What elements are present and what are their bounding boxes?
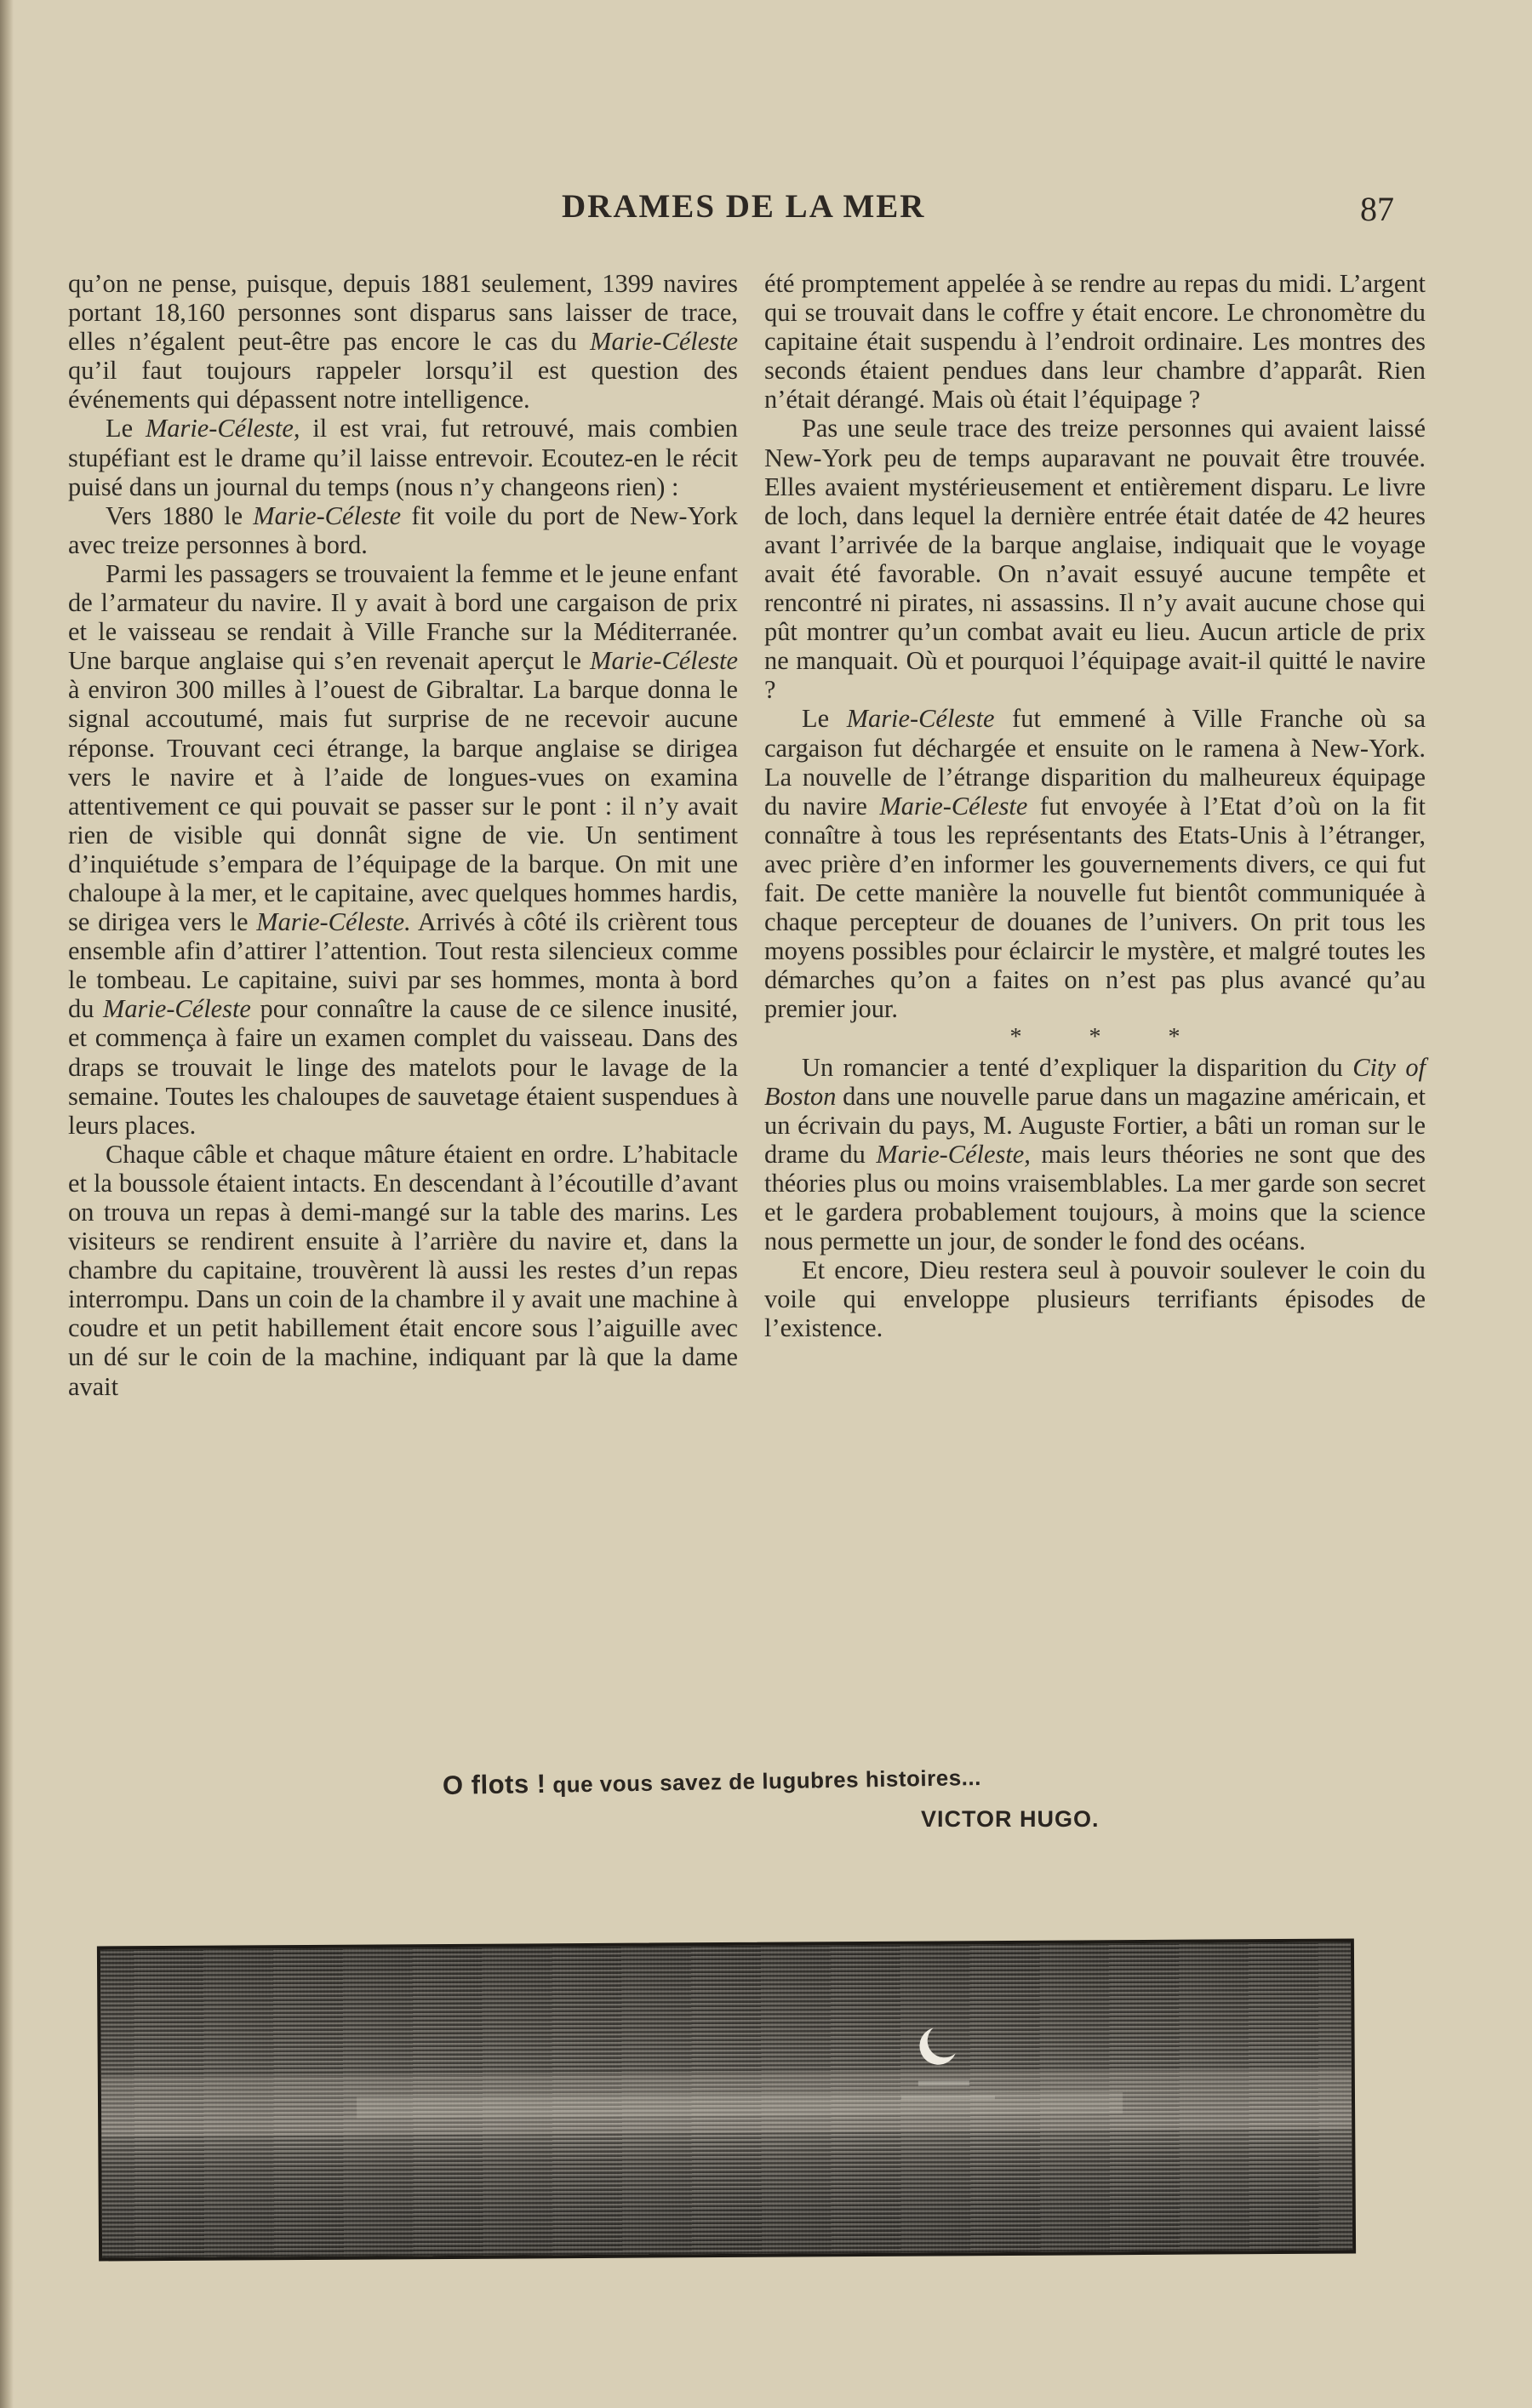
ship-name: Marie-Céleste	[253, 500, 402, 530]
paragraph: Pas une seule trace des treize personnes qui avaient laissé New-York peu de temps auparavant ne pouvait être trouvée. Elles avaient mystérieusement et entièrement disparu. Le livre de loch, dans lequel la dernière entrée était datée de 42 heures avant l’arrivée de la barque anglaise, indiquait que le voyage avait été favorable. On n’avait essuyé aucune tempête et rencontré ni pirates, ni assassins. Il n’y avait aucune chose qui pût montrer qu’un combat avait eu lieu. Aucun article de prix ne manquait. Où et pourquoi l’équipage avait-il quitté le navire ?	[764, 414, 1426, 705]
ship-name: Marie-Céleste	[590, 646, 738, 676]
page-number: 87	[1360, 190, 1394, 228]
epigraph-text: que vous savez de lugubres histoires...	[552, 1764, 982, 1798]
paragraph: Vers 1880 le Marie-Céleste fit voile du port de New-York avec treize personnes à bord.	[68, 500, 738, 559]
paragraph: Chaque câble et chaque mâture étaient en ordre. L’habitacle et la boussole étaient intacts. En descendant à l’écoutille d’avant on trouva un repas à demi-mangé sur la table des marins. Les visiteurs se rendirent ensuite à l’arrière du navire et, dans la chambre du capitaine, trouvèrent là aussi les restes d’un repas interrompu. Dans un coin de la chambre il y avait une machine à coudre et un petit habillement était encore sous l’aiguille avec un dé sur le coin de la machine, indiquant par là que la dame avait	[68, 1139, 738, 1401]
paragraph: Un romancier a tenté d’expliquer la disparition du City of Boston dans une nouvelle parue dans un magazine américain, et un écrivain du pays, M. Auguste Fortier, a bâti un roman sur le drame du Marie-Céleste, mais leurs théories ne sont que des théories plus ou moins vraisemblables. La mer garde son secret et le gardera probablement toujours, à moins que la science nous permette un jour, de sonder le fond des océans.	[764, 1052, 1426, 1256]
ship-name: City of Boston	[764, 1052, 1426, 1111]
paragraph: Le Marie-Céleste fut emmené à Ville Franche où sa cargaison fut déchargée et ensuite on le ramena à New-York. La nouvelle de l’étrange disparition du malheureux équipage du navire Marie-Céleste fut envoyée à l’Etat d’où on la fit connaître à tous les représentants des Etats-Unis à l’étranger, avec prière d’en informer les gouvernements divers, ce qui fut fait. De cette manière la nouvelle fut bientôt communiquée à chaque percepteur de douanes de l’univers. On prit tous les moyens possibles pour éclaircir le mystère, et malgré toutes les démarches qu’on a faites on n’est pas plus avancé qu’au premier jour.	[764, 704, 1426, 1024]
ship-name: Marie-Céleste	[103, 994, 251, 1024]
running-title: DRAMES DE LA MER	[562, 188, 926, 225]
paragraph: Et encore, Dieu restera seul à pouvoir soulever le coin du voile qui enveloppe plusieurs terrifiants épisodes de l’existence.	[764, 1255, 1426, 1343]
ship-name: Marie-Céleste	[879, 791, 1028, 821]
epigraph-author: VICTOR HUGO.	[921, 1806, 1100, 1832]
paragraph: qu’on ne pense, puisque, depuis 1881 seulement, 1399 navires portant 18,160 personnes sont disparus sans laisser de trace, elles n’égalent peut-être pas encore le cas du Marie-Céleste qu’il faut toujours rappeler lorsqu’il est question des événements qui dépassent notre intelligence.	[68, 269, 738, 415]
moon-icon	[100, 1942, 1352, 2258]
paragraph: Le Marie-Céleste, il est vrai, fut retrouvé, mais combien stupéfiant est le drame qu’il laisse entrevoir. Ecoutez-en le récit puisé dans un journal du temps (nous n’y changeons rien) :	[68, 414, 738, 501]
paragraph: Parmi les passagers se trouvaient la femme et le jeune enfant de l’armateur du navire. Il y avait à bord une cargaison de prix et le vaisseau se rendait à Ville Franche sur la Méditerranée. Une barque anglaise qui s’en revenait aperçut le Marie-Céleste à environ 300 milles à l’ouest de Gibraltar. La barque donna le signal accoutumé, mais fut surprise de ne recevoir aucune réponse. Trouvant ceci étrange, la barque anglaise se dirigea vers le navire et à l’aide de longues-vues on examina attentivement ce qui pouvait se passer sur le pont : il n’y avait rien de visible qui donnât signe de vie. Un sentiment d’inquiétude s’empara de l’équipage de la barque. On mit une chaloupe à la mer, et le capitaine, avec quelques hommes hardis, se dirigea vers le Marie-Céleste. Arrivés à côté ils crièrent tous ensemble afin d’attirer l’attention. Tout resta silencieux comme le tombeau. Le capitaine, suivi par ses hommes, monta à bord du Marie-Céleste pour connaître la cause de ce silence inusité, et commença à faire un examen complet du vaisseau. Dans des draps se trouvait le linge des matelots pour le lavage de la semaine. Toutes les chaloupes de sauvetage étaient suspendues à leurs places.	[68, 558, 738, 1140]
epigraph-opening: O flots !	[442, 1768, 546, 1800]
right-column	[764, 269, 1426, 1342]
ship-name: Marie-Céleste	[590, 327, 738, 357]
page-binding-edge	[0, 0, 14, 2408]
ship-name: Marie-Céleste,	[145, 414, 300, 443]
epigraph-quote	[443, 1761, 981, 1801]
night-sea-illustration	[97, 1938, 1356, 2261]
paragraph: été promptement appelée à se rendre au repas du midi. L’argent qui se trouvait dans le coffre y était encore. Le chronomètre du capitaine était suspendu à l’endroit ordinaire. Les montres des seconds étaient pendues dans leur chambre d’apparât. Rien n’était dérangé. Mais où était l’équipage ?	[764, 269, 1426, 415]
ship-name: Marie-Céleste	[846, 704, 995, 734]
section-separator: * * *	[1009, 1024, 1211, 1051]
left-column	[68, 269, 738, 1401]
ship-name: Marie-Céleste,	[876, 1139, 1031, 1169]
ship-name: Marie-Céleste.	[256, 907, 411, 937]
